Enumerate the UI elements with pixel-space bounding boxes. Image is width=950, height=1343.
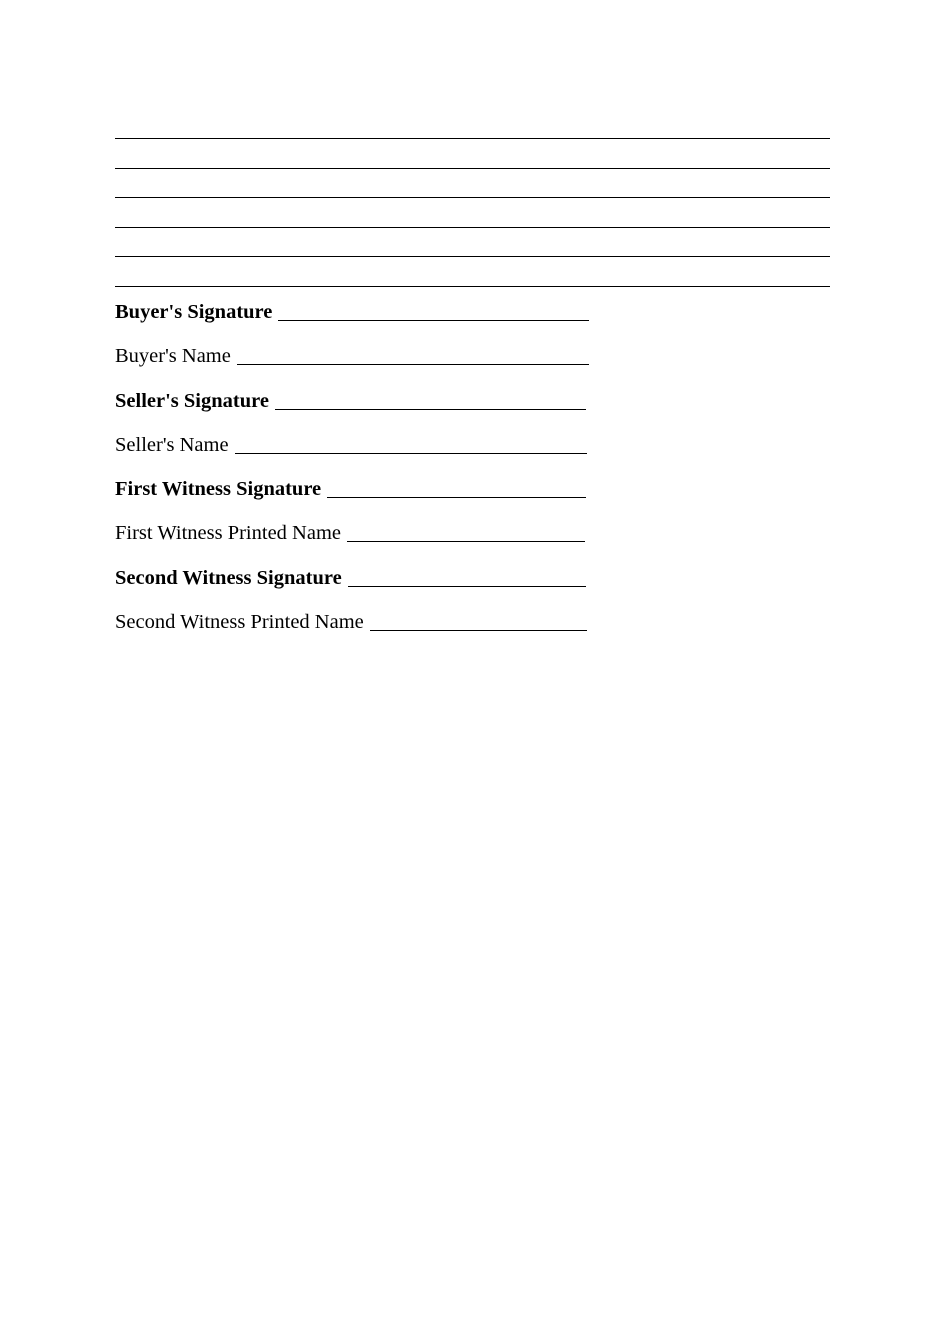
- blank-note-line[interactable]: [115, 256, 830, 257]
- seller-signature-field[interactable]: [275, 409, 586, 410]
- signature-block: [115, 300, 595, 654]
- second-witness-signature-row: [115, 566, 595, 610]
- buyer-signature-row: [115, 300, 595, 344]
- first-witness-signature-row: [115, 477, 595, 521]
- second-witness-signature-label: Second Witness Signature: [115, 566, 342, 589]
- notes-lines: [115, 138, 830, 315]
- blank-note-line[interactable]: [115, 168, 830, 169]
- buyer-name-row: [115, 344, 595, 388]
- seller-name-field[interactable]: [235, 453, 587, 454]
- seller-signature-label: Seller's Signature: [115, 389, 269, 412]
- first-witness-name-row: [115, 521, 595, 565]
- first-witness-name-label: First Witness Printed Name: [115, 522, 341, 545]
- first-witness-signature-label: First Witness Signature: [115, 478, 322, 501]
- second-witness-name-row: [115, 610, 595, 654]
- seller-signature-row: [115, 389, 595, 433]
- buyer-name-label: Buyer's Name: [115, 345, 231, 368]
- second-witness-signature-field[interactable]: [348, 586, 586, 587]
- blank-note-line[interactable]: [115, 227, 830, 228]
- second-witness-name-field[interactable]: [370, 630, 587, 631]
- blank-note-line[interactable]: [115, 286, 830, 287]
- seller-name-label: Seller's Name: [115, 433, 229, 456]
- first-witness-name-field[interactable]: [347, 541, 585, 542]
- buyer-signature-label: Buyer's Signature: [115, 301, 273, 323]
- buyer-name-field[interactable]: [237, 364, 589, 365]
- seller-name-row: [115, 433, 595, 477]
- blank-note-line[interactable]: [115, 197, 830, 198]
- blank-note-line[interactable]: [115, 138, 830, 139]
- buyer-signature-field[interactable]: [278, 320, 589, 321]
- second-witness-name-label: Second Witness Printed Name: [115, 611, 364, 634]
- first-witness-signature-field[interactable]: [327, 497, 586, 498]
